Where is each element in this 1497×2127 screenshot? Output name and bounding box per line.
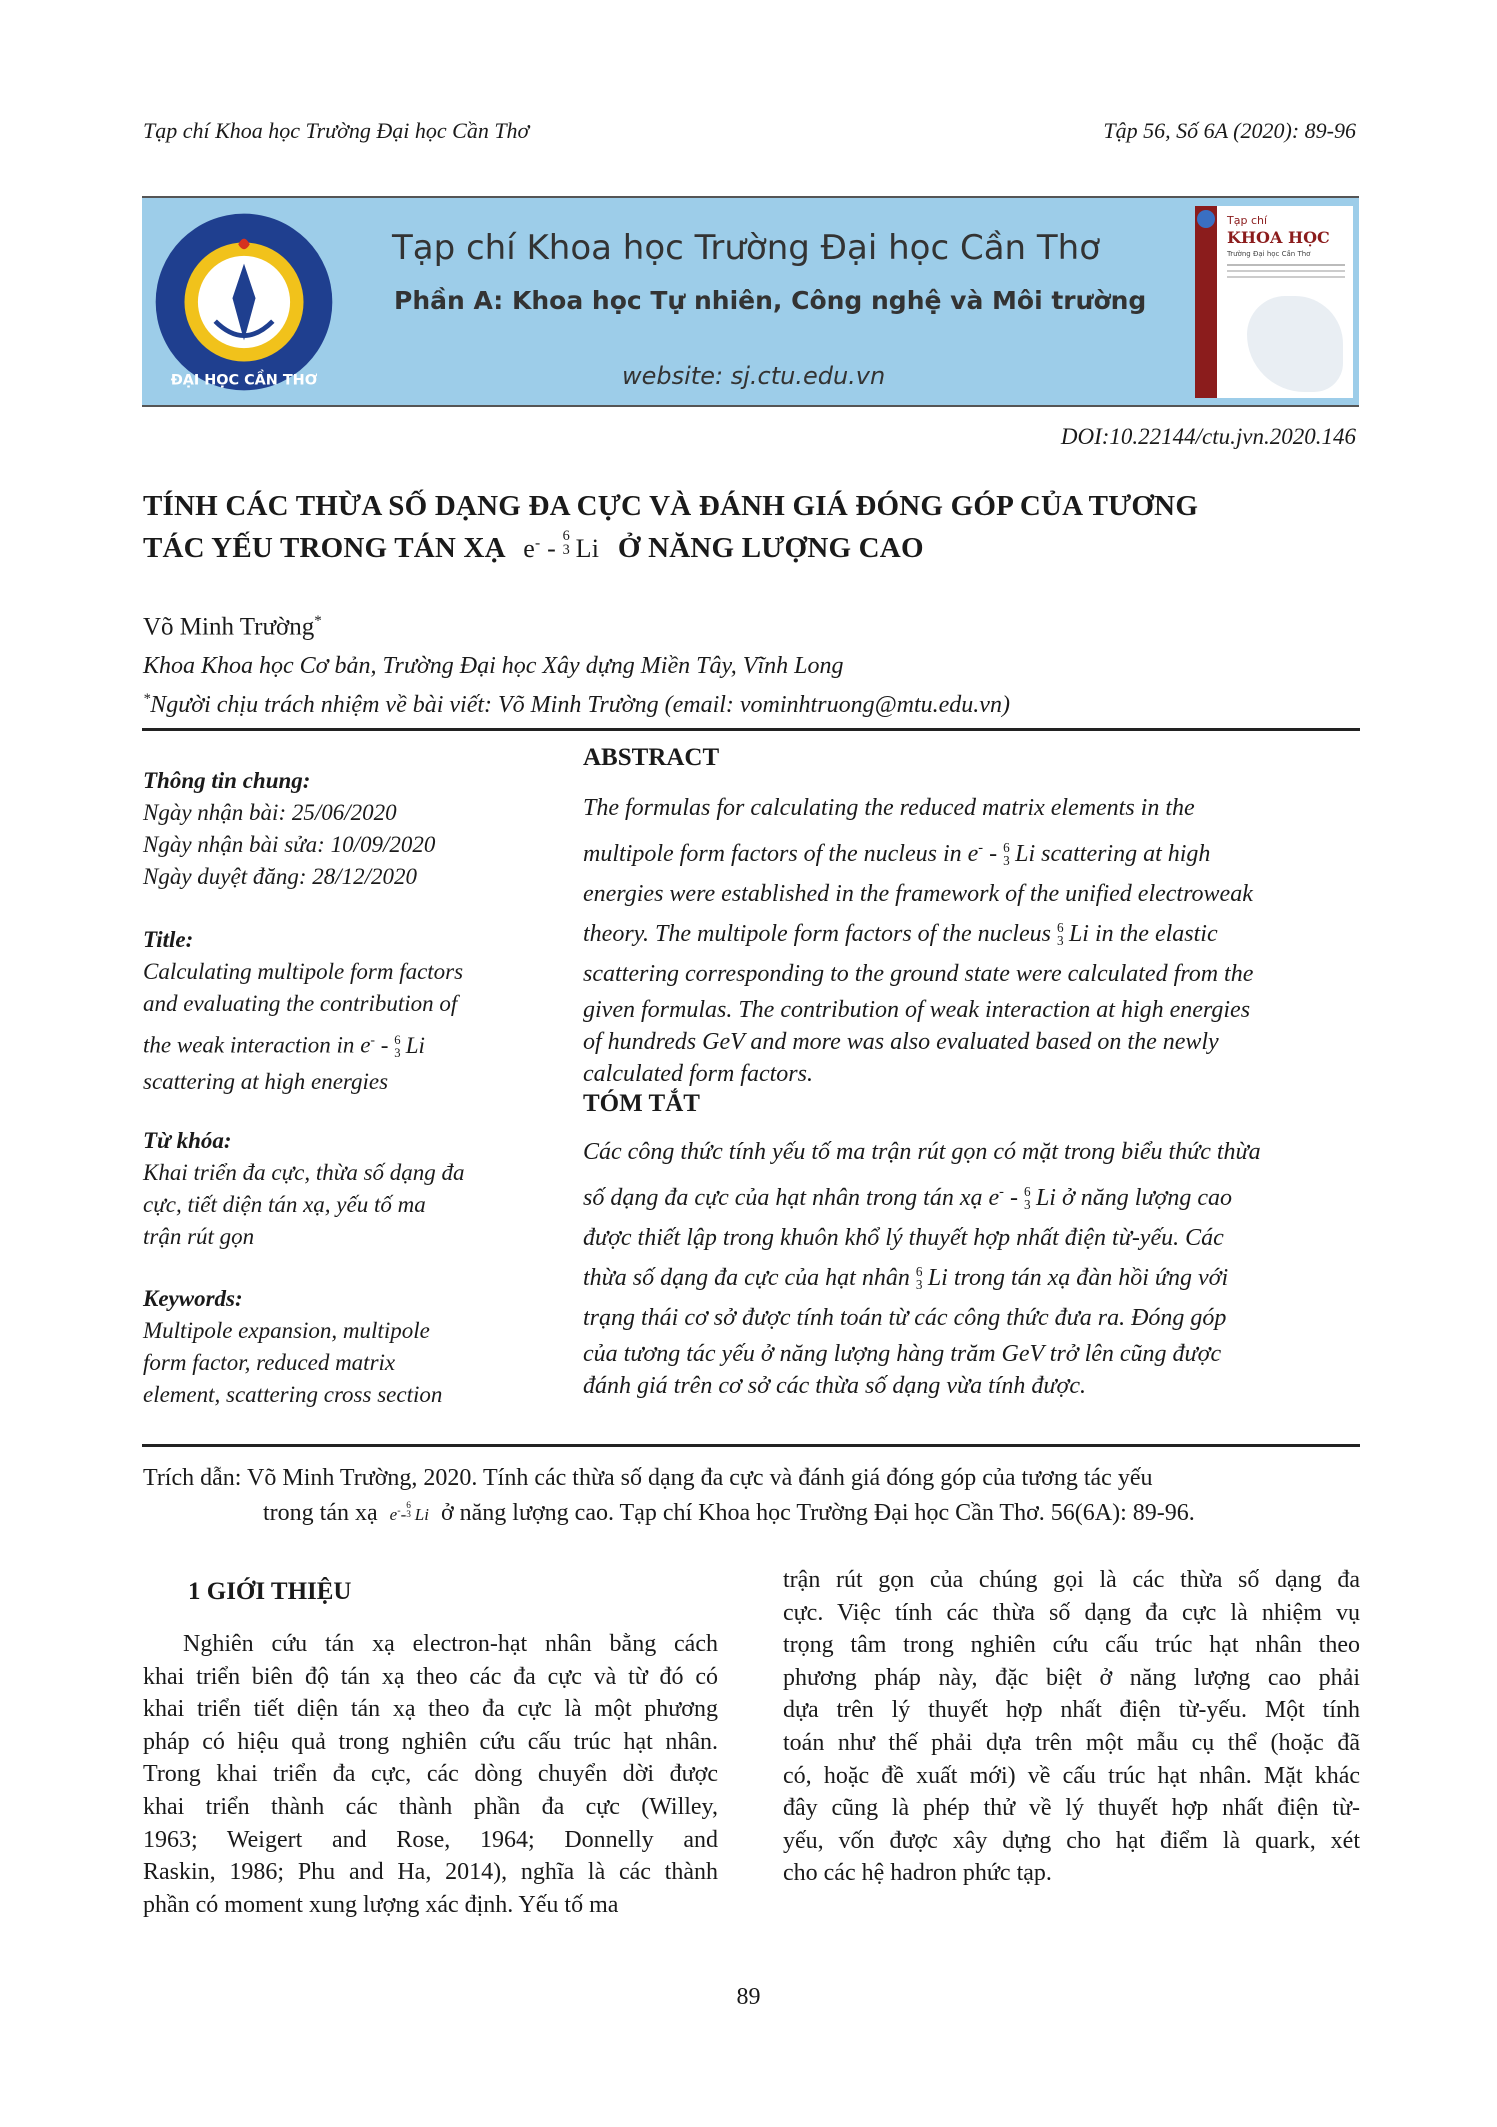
- tomtat-line: thừa số dạng đa cực của hạt nhân 6 3 Li trong tán xạ đàn hồi ứng với: [583, 1264, 1229, 1293]
- body-line: toán như thế phải dựa trên một mẫu cụ thể (hoặc đã: [783, 1729, 1360, 1756]
- tomtat-line: đánh giá trên cơ sở các thừa số dạng vừa tính được.: [583, 1373, 1086, 1399]
- abstract-line: of hundreds GeV and more was also evaluated based on the newly: [583, 1029, 1219, 1055]
- tomtat-line: Các công thức tính yếu tố ma trận rút gọn có mặt trong biểu thức thừa: [583, 1139, 1261, 1165]
- divider-top: [142, 728, 1360, 731]
- cover-emblem-icon: [1197, 210, 1215, 228]
- abstract-line: theory. The multipole form factors of the nucleus 6 3 Li in the elastic: [583, 920, 1218, 949]
- body-line: yếu, vốn được xây dựng cho hạt điểm là quark, xét: [783, 1827, 1360, 1854]
- abstract-line: multipole form factors of the nucleus in e- - 6 3 Li scattering at high: [583, 840, 1211, 869]
- body-line: Nghiên cứu tán xạ electron-hạt nhân bằng cách: [183, 1631, 718, 1657]
- cover-small-title: Tạp chí: [1227, 214, 1268, 227]
- citation-line-2: trong tán xạ e-- 6 3 Li ở năng lượng cao. Tạp chí Khoa học Trường Đại học Cần Thơ. 56(6A): 89-96.: [263, 1500, 1195, 1526]
- info-heading: Thông tin chung:: [143, 768, 311, 793]
- body-line: Trong khai triển đa cực, các dòng chuyển dời được: [143, 1761, 718, 1788]
- body-line: khai triển tiết diện tán xạ theo đa cực là một phương: [143, 1696, 718, 1723]
- title-text: TÁC YẾU TRONG TÁN XẠ: [143, 532, 506, 564]
- tomtat-line: số dạng đa cực của hạt nhân trong tán xạ e- - 6 3 Li ở năng lượng cao: [583, 1184, 1232, 1213]
- article-info: [143, 765, 543, 893]
- banner-title: Tạp chí Khoa học Trường Đại học Cần Thơ: [392, 228, 1101, 268]
- received-date: Ngày nhận bài: 25/06/2020: [143, 800, 397, 825]
- tomtat-heading: TÓM TẮT: [583, 1090, 700, 1117]
- keyword-line: Multipole expansion, multipole: [143, 1318, 430, 1343]
- banner-subtitle: Phần A: Khoa học Tự nhiên, Công nghệ và Môi trường: [394, 286, 1147, 315]
- article-title-line-1: TÍNH CÁC THỪA SỐ DẠNG ĐA CỰC VÀ ĐÁNH GIÁ ĐÓNG GÓP CỦA TƯƠNG: [143, 490, 1199, 522]
- body-line: khai triển thành các thành phần đa cực (Willey,: [143, 1793, 718, 1820]
- revised-date: Ngày nhận bài sửa: 10/09/2020: [143, 832, 436, 857]
- english-title-line: Calculating multipole form factors: [143, 959, 464, 984]
- tomtat-line: trạng thái cơ sở được tính toán từ các công thức đưa ra. Đóng góp: [583, 1305, 1227, 1331]
- abstract-body: [583, 788, 1360, 1090]
- divider-bottom: [142, 1444, 1360, 1447]
- volume-header: Tập 56, Số 6A (2020): 89-96: [1103, 118, 1356, 143]
- cover-spine: [1195, 206, 1217, 398]
- kw-vi-heading: Từ khóa:: [143, 1128, 232, 1153]
- journal-header: Tạp chí Khoa học Trường Đại học Cần Thơ: [143, 118, 530, 143]
- author-name: Võ Minh Trường*: [143, 613, 322, 641]
- body-column-right: [783, 1564, 1360, 1890]
- english-title-line: and evaluating the contribution of: [143, 991, 458, 1016]
- english-keywords: [143, 1283, 543, 1411]
- journal-cover-thumbnail: [1195, 206, 1353, 398]
- body-line: phần có moment xung lượng xác định. Yếu tố ma: [143, 1891, 619, 1918]
- title-heading: Title:: [143, 927, 194, 952]
- tomtat-line: của tương tác yếu ở năng lượng hàng trăm GeV trở lên cũng được: [583, 1341, 1222, 1367]
- author-affiliation: Khoa Khoa học Cơ bản, Trường Đại học Xây dựng Miền Tây, Vĩnh Long: [143, 653, 844, 679]
- body-line: đây cũng là phép thử về lý thuyết hợp nhất điện từ-: [783, 1795, 1360, 1822]
- journal-banner: [142, 196, 1359, 407]
- keyword-line: Khai triển đa cực, thừa số dạng đa: [143, 1160, 465, 1185]
- english-title-line: the weak interaction in e- - 6 3 Li: [143, 1032, 425, 1060]
- cover-subtitle: Trường Đại học Cần Thơ: [1227, 250, 1311, 258]
- title-formula: e- - 6 3 Li: [523, 527, 600, 563]
- cover-line: [1227, 270, 1345, 272]
- tomtat-body: [583, 1132, 1360, 1402]
- vietnamese-keywords: [143, 1125, 543, 1253]
- keyword-line: element, scattering cross section: [143, 1382, 443, 1407]
- abstract-line: scattering corresponding to the ground state were calculated from the: [583, 961, 1254, 987]
- body-line: cho các hệ hadron phức tạp.: [783, 1860, 1052, 1887]
- kw-en-heading: Keywords:: [143, 1286, 243, 1311]
- abstract-line: energies were established in the framework of the unified electroweak: [583, 881, 1253, 907]
- abstract-line: The formulas for calculating the reduced matrix elements in the: [583, 795, 1195, 821]
- body-line: trọng tâm trong nghiên cứu cấu trúc hạt nhân theo: [783, 1632, 1360, 1659]
- citation-line-1: Trích dẫn: Võ Minh Trường, 2020. Tính các thừa số dạng đa cực và đánh giá đóng góp của tương tác yếu: [143, 1465, 1153, 1491]
- body-line: 1963; Weigert and Rose, 1964; Donnelly and: [143, 1826, 718, 1853]
- title-text: Ở NĂNG LƯỢNG CAO: [617, 532, 924, 564]
- body-line: khai triển biên độ tán xạ theo các đa cực và từ đó có: [143, 1663, 718, 1690]
- body-line: phương pháp này, đặc biệt ở năng lượng cao phải: [783, 1664, 1360, 1691]
- cover-big-title: KHOA HỌC: [1227, 228, 1330, 247]
- cover-line: [1227, 264, 1345, 266]
- tomtat-line: được thiết lập trong khuôn khổ lý thuyết hợp nhất điện từ-yếu. Các: [583, 1225, 1224, 1251]
- body-line: có, hoặc đề xuất mới) về cấu trúc hạt nhân. Mặt khác: [783, 1762, 1360, 1789]
- logo-text: ĐẠI HỌC CẦN THƠ: [170, 372, 318, 389]
- abstract-line: calculated form factors.: [583, 1061, 813, 1087]
- body-line: trận rút gọn của chúng gọi là các thừa số dạng đa: [783, 1567, 1360, 1593]
- abstract-heading: ABSTRACT: [583, 744, 720, 771]
- english-title-block: [143, 924, 543, 1098]
- accepted-date: Ngày duyệt đăng: 28/12/2020: [143, 864, 418, 889]
- body-line: cực. Việc tính các thừa số dạng đa cực là nhiệm vụ: [783, 1599, 1360, 1626]
- banner-website: website: sj.ctu.edu.vn: [622, 362, 886, 390]
- university-logo: [148, 206, 340, 398]
- body-line: dựa trên lý thuyết hợp nhất điện từ-yếu. Một tính: [783, 1697, 1360, 1724]
- body-line: pháp có hiệu quả trong nghiên cứu cấu trúc hạt nhân.: [143, 1728, 718, 1755]
- corresponding-author: *Người chịu trách nhiệm về bài viết: Võ Minh Trường (email: vominhtruong@mtu.edu.vn): [143, 691, 1010, 718]
- keyword-line: form factor, reduced matrix: [143, 1350, 396, 1375]
- cover-map-graphic: [1247, 296, 1343, 392]
- doi: DOI:10.22144/ctu.jvn.2020.146: [1060, 424, 1356, 449]
- body-line: Raskin, 1986; Phu and Ha, 2014), nghĩa là các thành: [143, 1859, 718, 1886]
- abstract-line: given formulas. The contribution of weak interaction at high energies: [583, 997, 1251, 1023]
- keyword-line: trận rút gọn: [143, 1224, 255, 1249]
- cover-line: [1227, 276, 1345, 278]
- body-column-left: [143, 1628, 718, 1921]
- page-number: 89: [736, 1984, 761, 2010]
- english-title-line: scattering at high energies: [143, 1068, 389, 1094]
- keyword-line: cực, tiết diện tán xạ, yếu tố ma: [143, 1192, 426, 1217]
- section-heading: 1 GIỚI THIỆU: [188, 1578, 352, 1605]
- article-title-line-2: [143, 527, 924, 565]
